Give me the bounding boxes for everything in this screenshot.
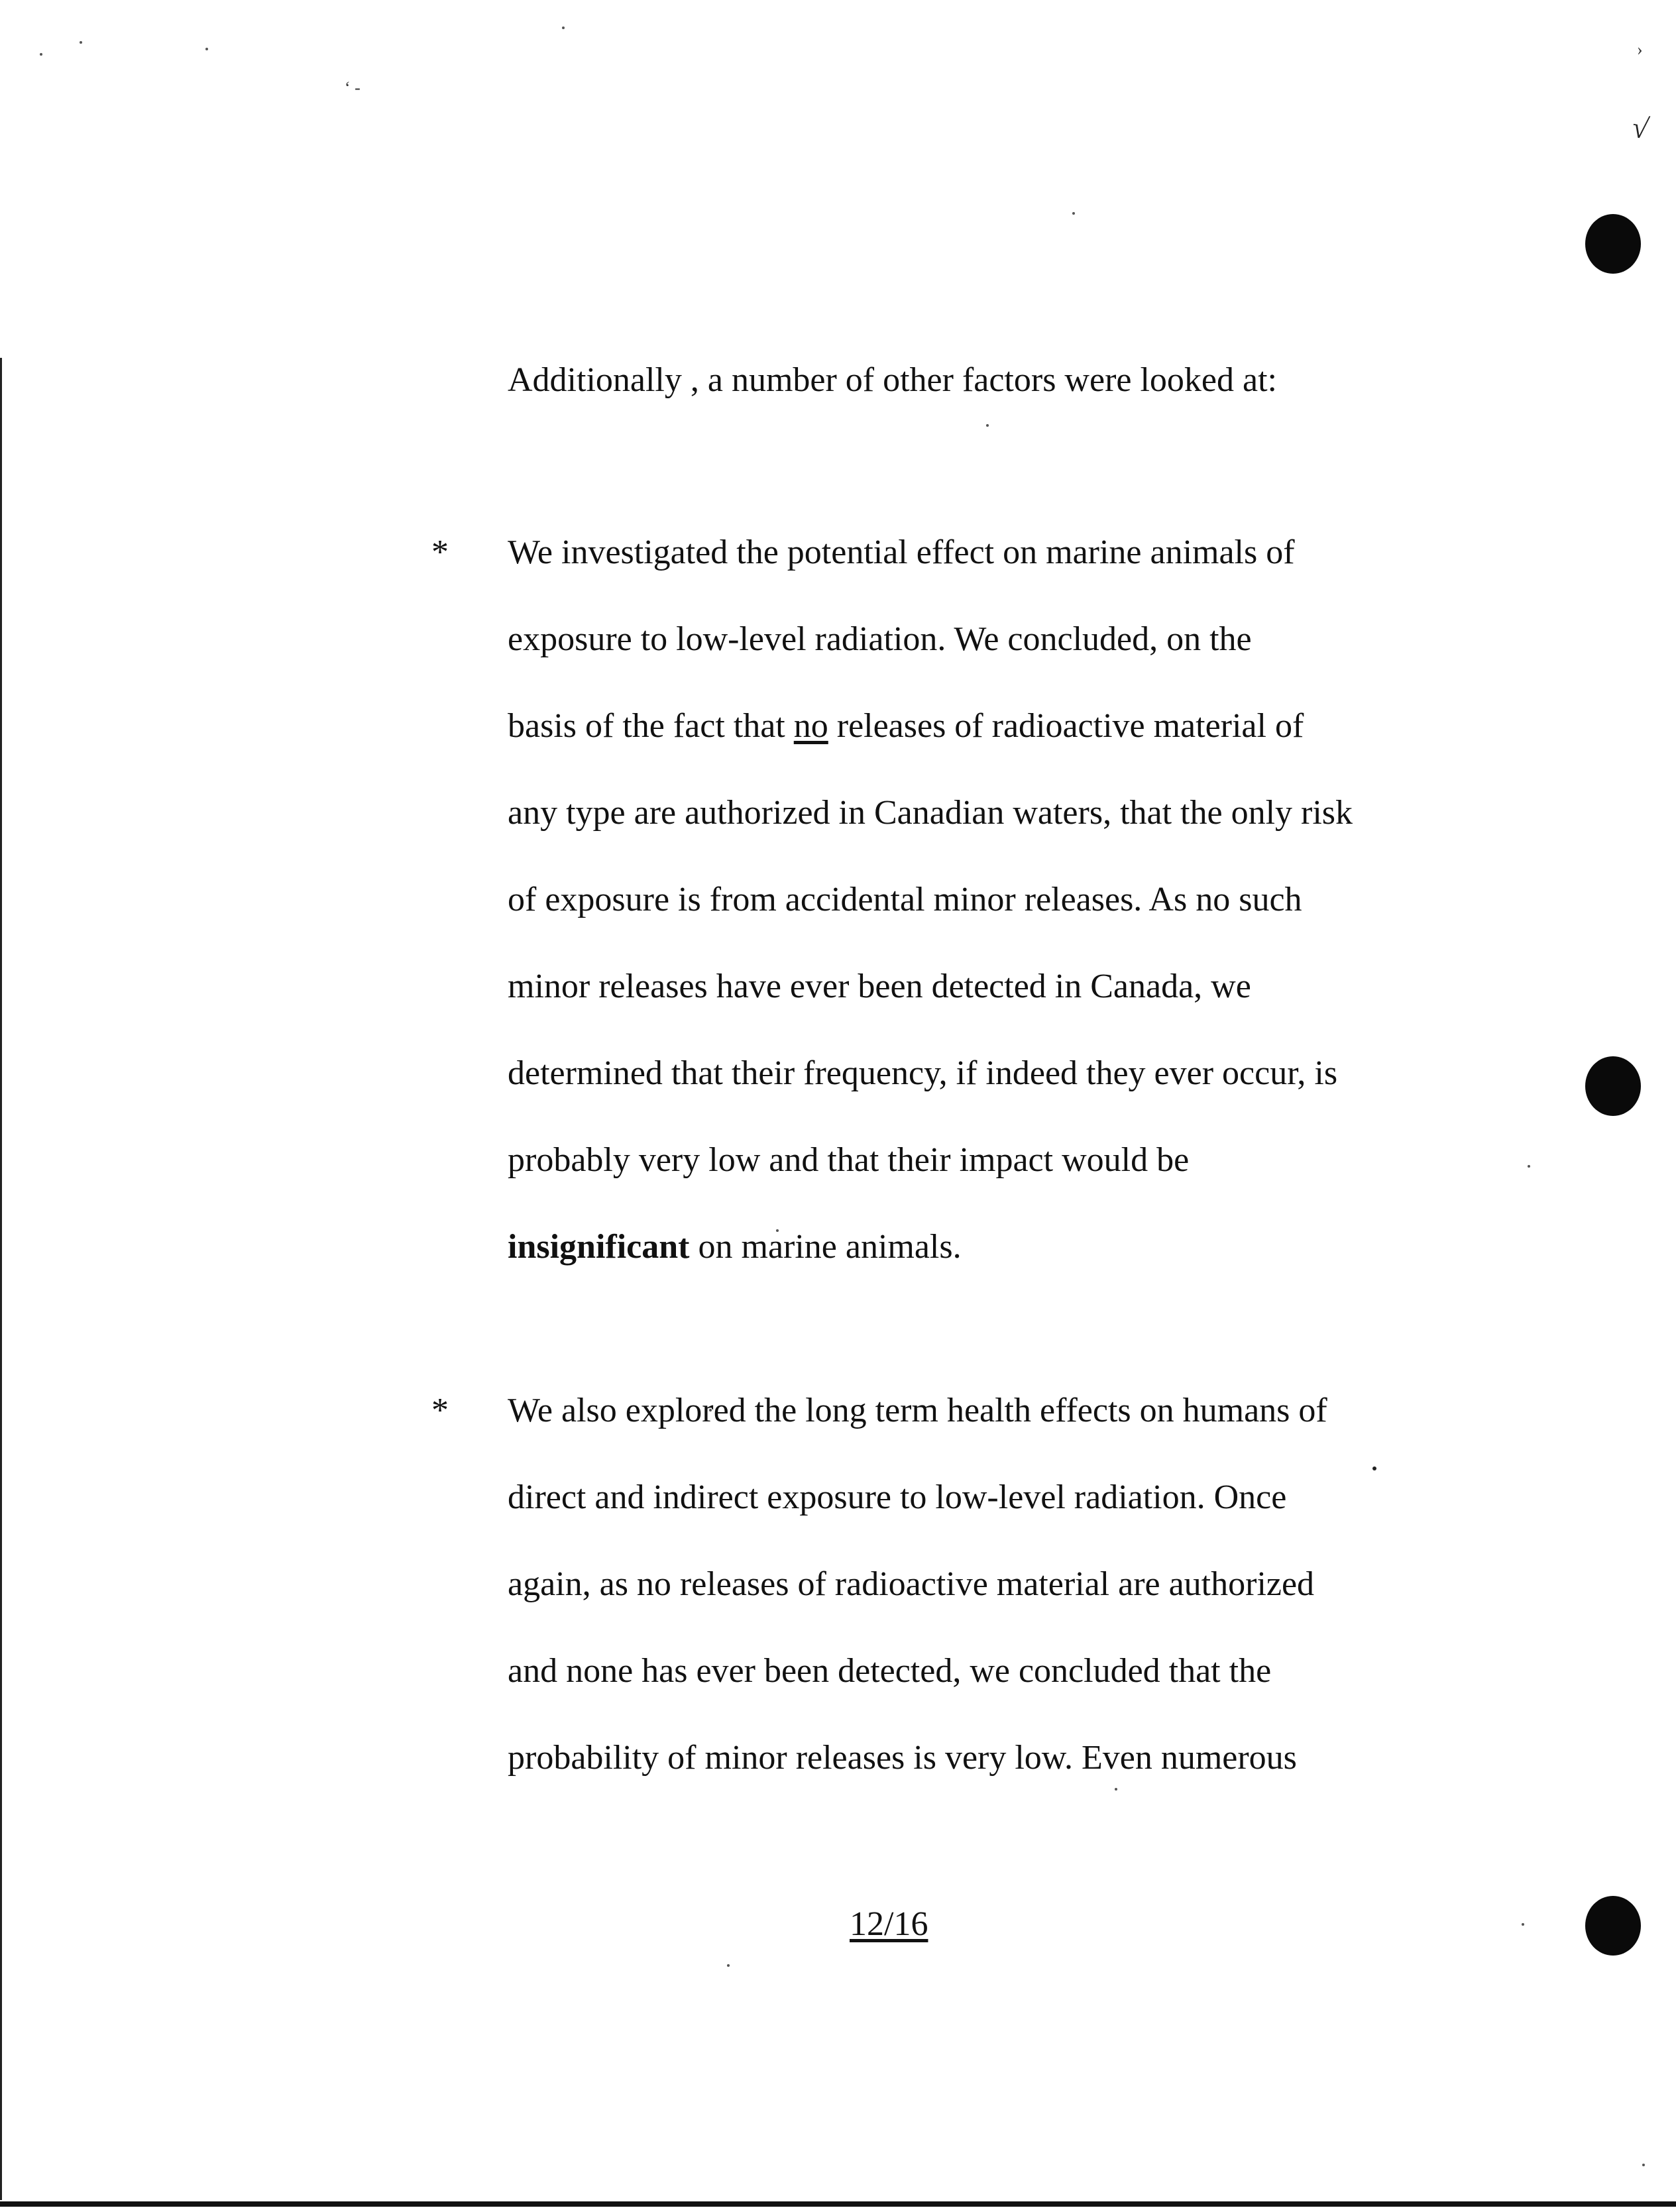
punch-hole-bottom xyxy=(1585,1896,1641,1956)
scan-speck xyxy=(80,41,82,44)
margin-mark: › xyxy=(1637,40,1643,59)
scan-speck xyxy=(562,27,565,29)
corner-mark: ‘ - xyxy=(345,78,361,97)
page-number: 12/16 xyxy=(850,1905,928,1943)
punch-hole-middle xyxy=(1585,1056,1641,1116)
scan-speck xyxy=(1642,2164,1645,2166)
bullet-asterisk: * xyxy=(431,1392,449,1429)
scan-speck xyxy=(727,1964,730,1967)
bullet-line: of exposure is from accidental minor releases. As no such xyxy=(508,881,1302,918)
scan-speck xyxy=(1522,1923,1524,1926)
scan-speck xyxy=(205,48,208,50)
bullet-line: direct and indirect exposure to low-level radiation. Once xyxy=(508,1478,1287,1516)
bold-word: insignificant xyxy=(508,1228,690,1266)
intro-sentence: Additionally , a number of other factors were looked at: xyxy=(508,361,1277,399)
underlined-word: no xyxy=(793,707,828,745)
scan-speck xyxy=(40,53,42,56)
bullet-line: minor releases have ever been detected in Canada, we xyxy=(508,968,1251,1005)
bullet-line: determined that their frequency, if indeed they ever occur, is xyxy=(508,1054,1338,1092)
scan-left-edge xyxy=(0,358,2,2200)
scan-speck xyxy=(986,424,989,427)
bullet-line: probably very low and that their impact would be xyxy=(508,1141,1190,1179)
bullet-asterisk: * xyxy=(431,533,449,571)
bullet-line: We investigated the potential effect on marine animals of xyxy=(508,533,1295,571)
bullet-line: and none has ever been detected, we concluded that the xyxy=(508,1652,1272,1690)
scan-bottom-edge xyxy=(0,2201,1676,2207)
scan-speck xyxy=(1528,1165,1530,1168)
bullet-line: again, as no releases of radioactive material are authorized xyxy=(508,1565,1315,1603)
scan-speck xyxy=(1372,1466,1376,1470)
scan-speck xyxy=(1072,212,1075,215)
bullet-line: basis of the fact that no releases of radioactive material of xyxy=(508,707,1304,745)
bullet-line: We also explored the long term health effects on humans of xyxy=(508,1392,1327,1429)
bullet-line: insignificant on marine animals. xyxy=(508,1228,962,1266)
bullet-line: probability of minor releases is very low. Even numerous xyxy=(508,1739,1297,1777)
scan-speck xyxy=(1115,1788,1117,1791)
punch-hole-top xyxy=(1585,214,1641,274)
bullet-line: any type are authorized in Canadian waters, that the only risk xyxy=(508,794,1353,832)
check-mark: √ xyxy=(1629,111,1651,146)
bullet-line: exposure to low-level radiation. We concluded, on the xyxy=(508,620,1252,658)
